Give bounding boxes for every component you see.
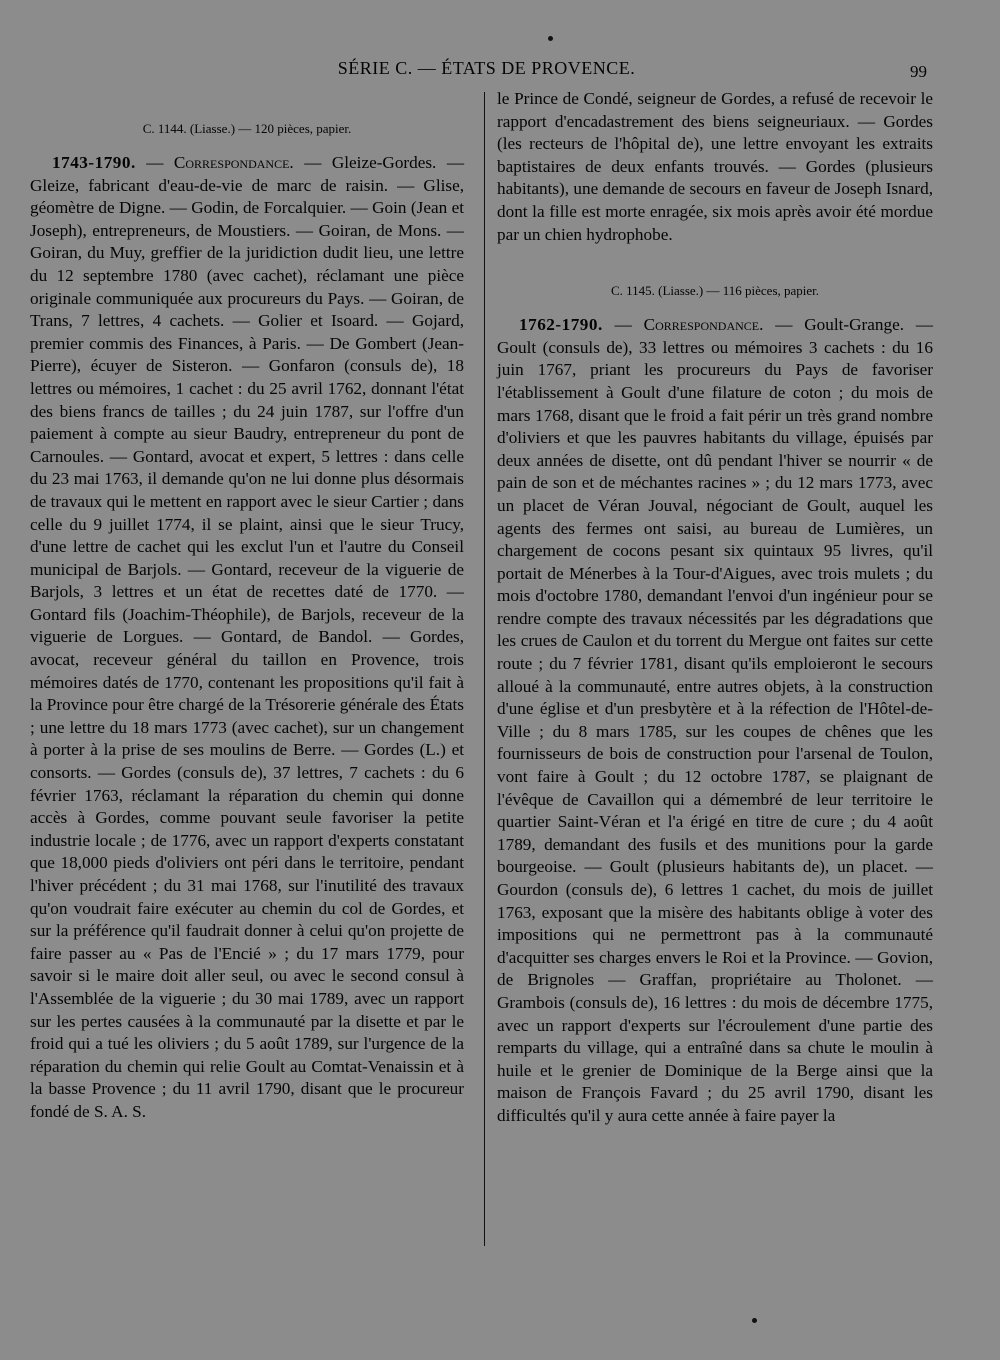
entry-dates: 1743-1790. — [52, 153, 136, 172]
page-number: 99 — [910, 62, 927, 81]
liasse-reference: C. 1144. (Liasse.) — 120 pièces, papier. — [142, 121, 352, 136]
left-column — [30, 88, 464, 1124]
liasse-reference: C. 1145. (Liasse.) — 116 pièces, papier. — [610, 283, 820, 299]
running-header: SÉRIE C. — ÉTATS DE PROVENCE. — [337, 58, 636, 78]
inventory-entry: 1762-1790. — Correspondance. — Goult-Grange. — Goult (consuls de), 33 lettres ou mémoires 3 cachets : du 16 juin 1767, priant les procureurs du Pays de favoriser l'établissement à Goult d'une filature de coton ; du mois de mars 1768, disant que le froid a fait périr un très grand nombre d'oliviers et que les pauvres habitants du village, épuisés par deux années de disette, ont dû pendant l'hiver se nourrir « de pain de son et de méchantes racines » ; du 12 mars 1773, avec un placet de Véran Jouval, négociant de Goult, auquel les agents des fermes ont saisi, au bureau de Lumières, un chargement de cocons pesant six quintaux 95 livres, qu'il portait de Ménerbes à la Tour-d'Aigues, avec trois mulets ; du mois d'octobre 1780, demandant l'envoi d'un ingénieur pour se rendre compte des travaux nécessités par les dégradations que les crues de Caulon et du torrent du Mergue ont faites sur cette route ; du 7 février 1781, disant qu'ils emploieront le secours alloué à la communauté, entre autres objets, à la construction d'une église et d'un presbytère et à la réfection de l'Hôtel-de-Ville ; du 8 mars 1785, sur les coupes de chênes que les fournisseurs de bois de construction pour l'arsenal de Toulon, vont faire à Goult ; du 12 octobre 1787, se plaignant de l'évêque de Cavaillon qui a démembré de leur territoire le quartier Saint-Véran et l'a érigé en titre de cure ; du 4 août 1789, demandant des fusils et des munitions pour la garde bourgeoise. — Goult (plusieurs habitants de), un placet. — Gourdon (consuls de), 6 lettres 1 cachet, du mois de juillet 1763, exposant que la misère des habitants oblige à voter des impositions qui ne permettront pas à la communauté d'acquitter ses charges envers le Roi et la Province. — Govion, de Brignoles — Graffan, propriétaire au Tholonet. — Grambois (consuls de), 16 lettres : du mois de décembre 1775, avec un rapport d'experts sur l'écroulement d'une partie des remparts du village, qui a entraîné dans sa chute le moulin à huile et le grenier de Dominique de la Berge ainsi que la maison de François Favard ; du 25 avril 1790, disant les difficultés qu'il y aura cette année à faire payer la — [497, 315, 934, 1125]
continuation-text: le Prince de Condé, seigneur de Gordes, a refusé de recevoir le rapport d'encadastrement des biens seigneuriaux. — Gordes (les recteurs de l'hôpital de), une lettre envoyant les extraits baptistaires de deux enfants trouvés. — Gordes (plusieurs habitants), une demande de secours en faveur de Joseph Isnard, dont la fille est morte enragée, six mois après avoir été mordue par un chien hydrophobe. — [497, 89, 933, 244]
entry-dates: 1762-1790. — [519, 315, 603, 335]
entry-text: — Goult-Grange. — Goult (consuls de), 33 lettres ou mémoires 3 cachets : du 16 juin 1767, priant les procureurs du Pays de favoriser l'établissement à Goult d'une filature de coton ; du mois de mars 1768, disant que le froid a fait périr un très grand nombre d'oliviers et que les pauvres habitants du village, épuisés par deux années de disette, ont dû pendant l'hiver se nourrir « de pain de son et de méchantes racines » ; du 12 mars 1773, avec un placet de Véran Jouval, négociant de Goult, auquel les agents des fermes ont saisi, au bureau de Lumières, un chargement de cocons pesant six quintaux 95 livres, qu'il portait de Ménerbes à la Tour-d'Aigues, avec trois mulets ; du mois d'octobre 1780, demandant l'envoi d'un ingénieur pour se rendre compte des travaux nécessités par les dégradations que les crues de Caulon et du torrent du Mergue ont faites sur cette route ; du 7 février 1781, disant qu'ils emploieront le secours alloué à la communauté, entre autres objets, à la construction d'une église et d'un presbytère et à la réfection de l'Hôtel-de-Ville ; du 8 mars 1785, sur les coupes de chênes que les fournisseurs de bois de construction pour l'arsenal de Toulon, vont faire à Goult ; du 12 octobre 1787, se plaignant de l'évêque de Cavaillon qui a démembré de leur territoire le quartier Saint-Véran et l'a érigé en titre de cure ; du 4 août 1789, demandant des fusils et des munitions pour la garde bourgeoise. — Goult (plusieurs habitants de), un placet. — Gourdon (consuls de), 6 lettres 1 cachet, du mois de juillet 1763, exposant que la misère des habitants oblige à voter des impositions qui ne permettront pas à la communauté d'acquitter ses charges envers le Roi et la Province. — Govion, de Brignoles — Graffan, propriétaire au Tholonet. — Grambois (consuls de), 16 lettres : du mois de décembre 1775, avec un rapport d'experts sur l'écroulement d'une partie des remparts du village, qui a entraîné dans sa chute le moulin à huile et le grenier de Dominique de la Berge ainsi que la maison de François Favard ; du 25 avril 1790, disant les difficultés qu'il y aura cette année à faire payer la — [497, 315, 934, 1125]
right-column — [497, 88, 933, 1128]
inventory-entry: 1743-1790. — Correspondance. — Gleize-Gordes. — Gleize, fabricant d'eau-de-vie de marc de raisin. — Glise, géomètre de Digne. — Godin, de Forcalquier. — Goin (Jean et Joseph), entrepreneurs, de Moustiers. — Goiran, de Mons. — Goiran, du Muy, greffier de la juridiction dudit lieu, une lettre du 12 septembre 1780 (avec cachet), réclamant une pièce originale communiquée aux procureurs du Pays. — Goiran, de Trans, 7 lettres, 4 cachets. — Golier et Isoard. — Gojard, premier commis des Finances, à Paris. — De Gombert (Jean-Pierre), écuyer de Sisteron. — Gonfaron (consuls de), 18 lettres ou mémoires, 1 cachet : du 25 avril 1762, donnant l'état des biens francs de tailles ; du 24 juin 1787, sur l'offre d'un paiement à compte au sieur Baudry, entrepreneur du pont de Carnoules. — Gontard, avocat et expert, 5 lettres : dans celle du 23 mai 1763, il demande qu'on ne lui donne plus désormais de travaux qui le mettent en rapport avec le sieur Cartier ; dans celle du 9 juillet 1774, il se plaint, ainsi que le sieur Trucy, d'une lettre de cachet qui les exclut l'un et l'autre du Conseil municipal de Barjols. — Gontard, receveur de la viguerie de Barjols, 3 lettres et un état de recettes daté de 1770. — Gontard fils (Joachim-Théophile), de Barjols, receveur de la viguerie de Lorgues. — Gontard, de Bandol. — Gordes, avocat, receveur général du taillon en Provence, trois mémoires datés de 1770, contenant les propositions qu'il fait à la Province pour être chargé de la Trésorerie générale des États ; une lettre du 18 mars 1773 (avec cachet), sur un changement à porter à la prise de ses moulins de Berre. — Gordes (L.) et consorts. — Gordes (consuls de), 37 lettres, 7 cachets : du 6 février 1763, réclamant la réparation du chemin qui donne accès à Gordes, comme pouvant seule favoriser la petite industrie locale ; de 1776, avec un rapport d'experts constatant que 18,000 pieds d'oliviers ont péri dans le territoire, pendant l'hiver précédent ; du 31 mai 1768, sur l'inutilité des travaux qu'on voudrait faire exécuter au chemin du col de Gordes, et sur la préférence qu'il faudrait donner à celui qu'on projette de faire passer au « Pas de l'Encié » ; du 17 mars 1779, pour savoir si le maire doit aller seul, ou avec le second consul à l'Assemblée de la viguerie ; du 30 mai 1789, avec un rapport sur les pertes causées à la communauté par la disette et par le froid qui a tué les oliviers ; du 5 août 1789, sur l'urgence de la réparation du chemin qui relie Goult au Comtat-Venaissin et à la basse Provence ; du 11 avril 1790, disant que le procureur fondé de S. A. S. — [30, 153, 465, 1121]
entry-heading: Correspondance. — [643, 315, 764, 335]
column-divider — [484, 92, 485, 1246]
entry-text: — Gleize-Gordes. — Gleize, fabricant d'eau-de-vie de marc de raisin. — Glise, géomètre de Digne. — Godin, de Forcalquier. — Goin (Jean et Joseph), entrepreneurs, de Moustiers. — Goiran, de Mons. — Goiran, du Muy, greffier de la juridiction dudit lieu, une lettre du 12 septembre 1780 (avec cachet), réclamant une pièce originale communiquée aux procureurs du Pays. — Goiran, de Trans, 7 lettres, 4 cachets. — Golier et Isoard. — Gojard, premier commis des Finances, à Paris. — De Gombert (Jean-Pierre), écuyer de Sisteron. — Gonfaron (consuls de), 18 lettres ou mémoires, 1 cachet : du 25 avril 1762, donnant l'état des biens francs de tailles ; du 24 juin 1787, sur l'offre d'un paiement à compte au sieur Baudry, entrepreneur du pont de Carnoules. — Gontard, avocat et expert, 5 lettres : dans celle du 23 mai 1763, il demande qu'on ne lui donne plus désormais de travaux qui le mettent en rapport avec le sieur Cartier ; dans celle du 9 juillet 1774, il se plaint, ainsi que le sieur Trucy, d'une lettre de cachet qui les exclut l'un et l'autre du Conseil municipal de Barjols. — Gontard, receveur de la viguerie de Barjols, 3 lettres et un état de recettes daté de 1770. — Gontard fils (Joachim-Théophile), de Barjols, receveur de la viguerie de Lorgues. — Gontard, de Bandol. — Gordes, avocat, receveur général du taillon en Provence, trois mémoires datés de 1770, contenant les propositions qu'il fait à la Province pour être chargé de la Trésorerie générale des États ; une lettre du 18 mars 1773 (avec cachet), sur un changement à porter à la prise de ses moulins de Berre. — Gordes (L.) et consorts. — Gordes (consuls de), 37 lettres, 7 cachets : du 6 février 1763, réclamant la réparation du chemin qui donne accès à Gordes, comme pouvant seule favoriser la petite industrie locale ; de 1776, avec un rapport d'experts constatant que 18,000 pieds d'oliviers ont péri dans le territoire, pendant l'hiver précédent ; du 31 mai 1768, sur l'inutilité des travaux qu'on voudrait faire exécuter au chemin du col de Gordes, et sur la préférence qu'il faudrait donner à celui qu'on projette de faire passer au « Pas de l'Encié » ; du 17 mars 1779, pour savoir si le maire doit aller seul, ou avec le second consul à l'Assemblée de la viguerie ; du 30 mai 1789, avec un rapport sur les pertes causées à la communauté par la disette et par le froid qui a tué les oliviers ; du 5 août 1789, sur l'urgence de la réparation du chemin qui relie Goult au Comtat-Venaissin et à la basse Provence ; du 11 avril 1790, disant que le procureur fondé de S. A. S. — [30, 153, 465, 1121]
entry-heading: Correspondance. — [173, 153, 294, 172]
ink-speck — [548, 36, 553, 41]
ink-speck — [752, 1318, 757, 1323]
